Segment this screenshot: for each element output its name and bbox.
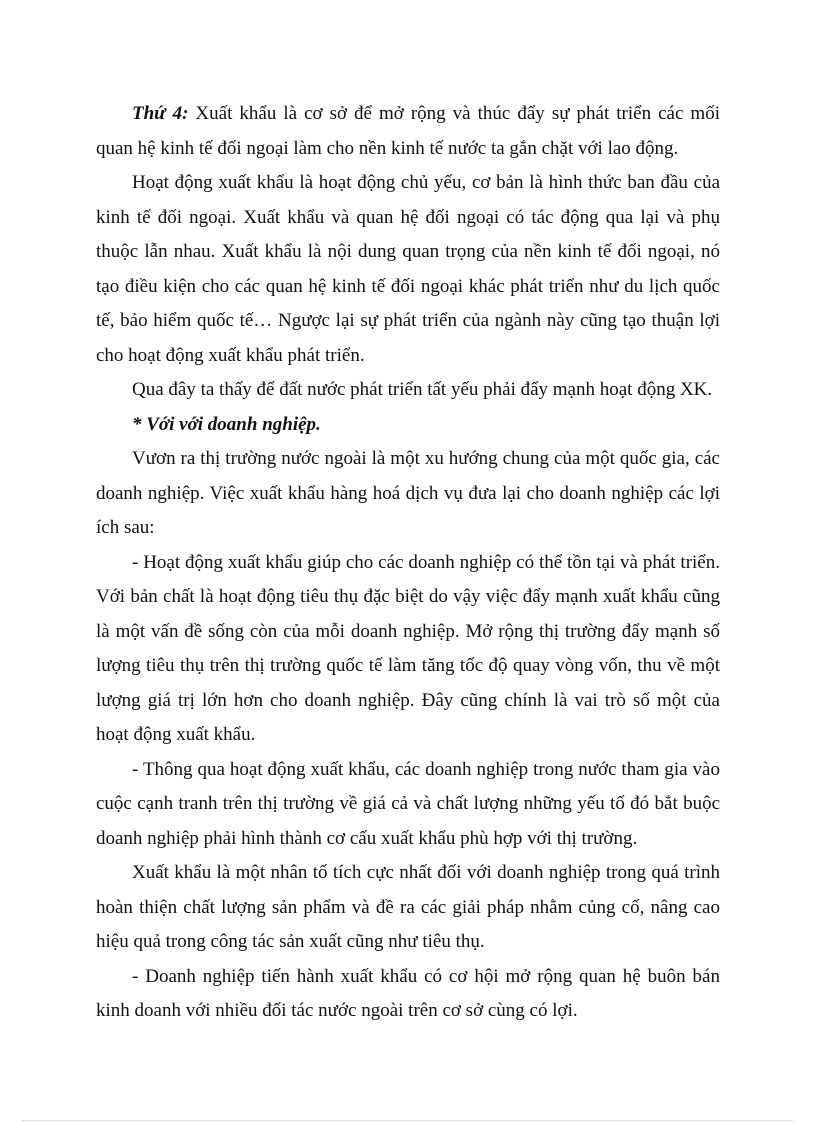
paragraph-lead: Thứ 4: [132, 103, 189, 124]
paragraph-conclusion-xk: Qua đây ta thấy để đất nước phát triển tất yếu phải đẩy mạnh hoạt động XK. [132, 379, 713, 400]
paragraph-thu-4 [96, 97, 720, 166]
paragraph-business-relations: - Doanh nghiệp tiến hành xuất khẩu có cơ hội mở rộng quan hệ buôn bán kinh doanh với nhiều đối tác nước ngoài trên cơ sở cùng có lợi. [96, 965, 720, 1021]
paragraph-competition: - Thông qua hoạt động xuất khẩu, các doanh nghiệp trong nước tham gia vào cuộc cạnh tranh trên thị trường về giá cả và chất lượng những yếu tố đó bắt buộc doanh nghiệp phải hình thành cơ cấu xuất khẩu phù hợp với thị trường. [96, 758, 720, 849]
paragraph-quality-improvement: Xuất khẩu là một nhân tố tích cực nhất đối với doanh nghiệp trong quá trình hoàn thiện chất lượng sản phẩm và đề ra các giải pháp nhằm củng cố, nâng cao hiệu quả trong công tác sản xuất cũng như tiêu thụ. [96, 862, 720, 952]
page-bottom-divider [22, 1120, 794, 1121]
paragraph-survive-develop: - Hoạt động xuất khẩu giúp cho các doanh nghiệp có thể tồn tại và phát triển. Với bản chất là hoạt động tiêu thụ đặc biệt do vậy việc đẩy mạnh xuất khẩu cũng là một vấn đề sống còn của mỗi doanh nghiệp. Mở rộng thị trường đẩy mạnh số lượng tiêu thụ trên thị trường quốc tế làm tăng tốc độ quay vòng vốn, thu về một lượng giá trị lớn hơn cho doanh nghiệp. Đây cũng chính là vai trò số một của hoạt động xuất khẩu. [96, 551, 720, 745]
paragraph-text: Xuất khẩu là cơ sở để mở rộng và thúc đẩy sự phát triển các mối quan hệ kinh tế đối ngoại làm cho nền kinh tế nước ta gắn chặt với lao động. [96, 103, 720, 159]
paragraph-foreign-market: Vươn ra thị trường nước ngoài là một xu hướng chung của một quốc gia, các doanh nghiệp. Việc xuất khẩu hàng hoá dịch vụ đưa lại cho doanh nghiệp các lợi ích sau: [96, 448, 720, 538]
section-heading-enterprise: * Với với doanh nghiệp. [132, 413, 321, 435]
document-body [96, 97, 720, 1029]
paragraph-export-activity: Hoạt động xuất khẩu là hoạt động chủ yếu, cơ bản là hình thức ban đầu của kinh tế đối ngoại. Xuất khẩu và quan hệ đối ngoại có tác động qua lại và phụ thuộc lẫn nhau. Xuất khẩu là nội dung quan trọng của nền kinh tế đối ngoại, nó tạo điều kiện cho các quan hệ kinh tế đối ngoại khác phát triển như du lịch quốc tế, bảo hiểm quốc tế… Ngược lại sự phát triển của ngành này cũng tạo thuận lợi cho hoạt động xuất khẩu phát triển. [96, 172, 720, 366]
